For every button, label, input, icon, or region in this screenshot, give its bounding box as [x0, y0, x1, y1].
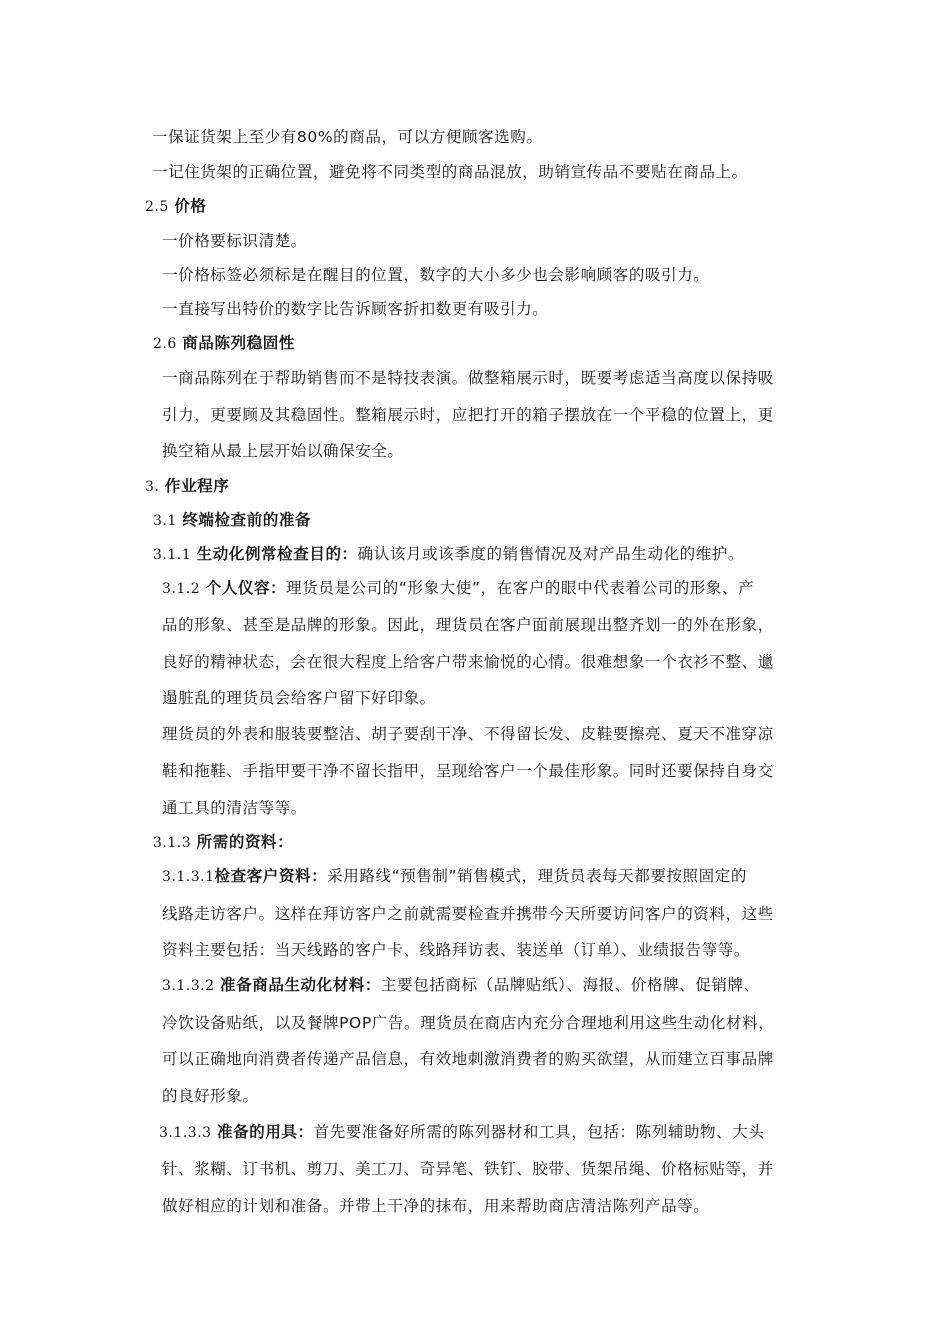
section-number: 2.5 — [145, 199, 169, 215]
section-number: 3.1.3.3 — [159, 1125, 212, 1141]
section-heading-3-1 — [153, 510, 311, 531]
text-line: 一直接写出特价的数字比告诉顾客折扣数更有吸引力。 — [162, 300, 549, 318]
section-3-1-1 — [153, 544, 744, 565]
text-line: 一商品陈列在于帮助销售而不是特技表演。做整箱展示时，既要考虑适当高度以保持吸 — [162, 369, 774, 387]
text-line: 可以正确地向消费者传递产品信息，有效地刺激消费者的购买欲望，从而建立百事品牌 — [162, 1050, 774, 1068]
section-number: 3. — [145, 479, 160, 495]
section-3-1-3 — [153, 832, 293, 853]
section-number: 3.1 — [153, 513, 177, 529]
section-number: 3.1.1 — [153, 547, 192, 563]
section-title: 终端检查前的准备 — [182, 511, 312, 529]
text-line: 的良好形象。 — [162, 1087, 259, 1105]
text-line: 一记住货架的正确位置，避免将不同类型的商品混放，助销宣传品不要贴在商品上。 — [152, 163, 748, 181]
text-line: 理货员的外表和服装要整洁、胡子要刮干净、不得留长发、皮鞋要擦亮、夏天不准穿凉 — [162, 725, 774, 743]
section-title: 检查客户资料： — [214, 867, 328, 885]
text-line: 资料主要包括：当天线路的客户卡、线路拜访表、装送单（订单）、业绩报告等等。 — [162, 941, 750, 959]
text-line: 良好的精神状态，会在很大程度上给客户带来愉悦的心情。很难想象一个衣衫不整、邋 — [162, 653, 774, 671]
text-line: 针、浆糊、订书机、剪刀、美工刀、奇异笔、铁钉、胶带、货架吊绳、价格标贴等，并 — [162, 1160, 774, 1178]
text-line: 一保证货架上至少有80%的商品，可以方便顾客选购。 — [152, 128, 543, 146]
section-title: 作业程序 — [164, 477, 230, 495]
section-title: 所需的资料： — [196, 833, 294, 851]
text-line: 冷饮设备贴纸，以及餐牌POP广告。理货员在商店内充分合理地利用这些生动化材料， — [162, 1014, 775, 1032]
section-text: 采用路线“预售制”销售模式，理货员表每天都要按照固定的 — [327, 867, 747, 885]
section-title: 商品陈列稳固性 — [182, 334, 295, 352]
section-3-1-3-3 — [159, 1122, 764, 1143]
section-number: 2.6 — [153, 336, 177, 352]
section-text: 理货员是公司的“形象大使”，在客户的眼中代表着公司的形象、产 — [286, 579, 755, 597]
section-text: 首先要准备好所需的陈列器材和工具，包括：陈列辅助物、大头 — [313, 1123, 765, 1141]
section-number: 3.1.3.1 — [162, 869, 215, 885]
section-title: 个人仪容： — [205, 579, 287, 597]
section-number: 3.1.3.2 — [162, 978, 215, 994]
section-title: 生动化例常检查目的： — [196, 545, 358, 563]
section-number: 3.1.2 — [162, 581, 201, 597]
section-heading-3 — [145, 476, 229, 497]
section-text: 主要包括商标（品牌贴纸）、海报、价格牌、促销牌、 — [381, 976, 760, 994]
text-line: 通工具的清洁等等。 — [162, 799, 307, 817]
section-title: 准备商品生动化材料： — [220, 976, 382, 994]
section-number: 3.1.3 — [153, 835, 192, 851]
section-heading-2-5 — [145, 196, 207, 217]
text-line: 一价格标签必须标是在醒目的位置，数字的大小多少也会影响顾客的吸引力。 — [162, 266, 710, 284]
text-line: 线路走访客户。这样在拜访客户之前就需要检查并携带今天所要访问客户的资料，这些 — [162, 905, 774, 923]
text-line: 品的形象、甚至是品牌的形象。因此，理货员在客户面前展现出整齐划一的外在形象， — [162, 616, 774, 634]
text-line: 引力，更要顾及其稳固性。整箱展示时，应把打开的箱子摆放在一个平稳的位置上，更 — [162, 406, 774, 424]
section-text: 确认该月或该季度的销售情况及对产品生动化的维护。 — [357, 545, 745, 563]
section-3-1-2 — [162, 578, 754, 599]
section-title: 价格 — [174, 197, 207, 215]
text-line: 遢脏乱的理货员会给客户留下好印象。 — [162, 689, 436, 707]
text-line: 鞋和拖鞋、手指甲要干净不留长指甲，呈现给客户一个最佳形象。同时还要保持自身交 — [162, 762, 774, 780]
text-line: 做好相应的计划和准备。并带上干净的抹布，用来帮助商店清洁陈列产品等。 — [162, 1197, 710, 1215]
section-title: 准备的用具： — [217, 1123, 314, 1141]
text-line: 换空箱从最上层开始以确保安全。 — [162, 442, 404, 460]
section-3-1-3-1 — [162, 866, 747, 887]
text-line: 一价格要标识清楚。 — [162, 232, 307, 250]
section-3-1-3-2 — [162, 975, 760, 996]
section-heading-2-6 — [153, 333, 295, 354]
